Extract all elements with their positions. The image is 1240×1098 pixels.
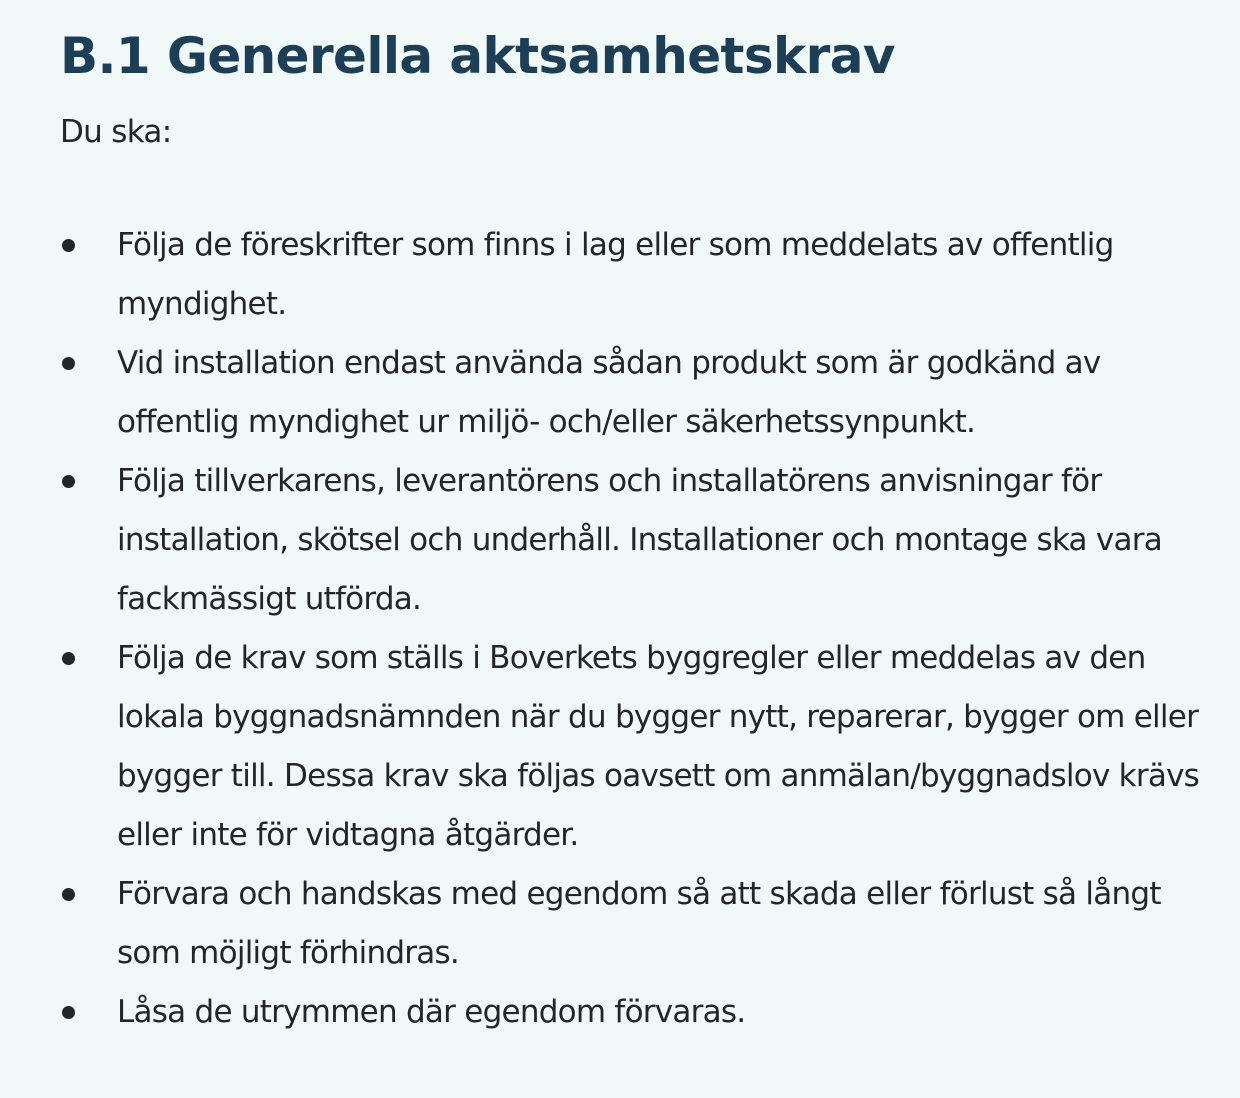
- bullet-icon: [62, 1006, 75, 1019]
- list-item: [60, 334, 1220, 452]
- list-item-text: Följa de föreskrifter som finns i lag eller som meddelats av offentlig myndighet.: [117, 227, 1114, 322]
- bullet-icon: [62, 475, 75, 488]
- list-item: [60, 865, 1220, 983]
- list-item-text: Vid installation endast använda sådan produkt som är godkänd av offentlig myndighet ur miljö- och/eller säkerhetssynpunkt.: [117, 345, 1101, 440]
- bullet-icon: [62, 888, 75, 901]
- section-heading: B.1 Generella aktsamhetskrav: [60, 27, 895, 85]
- bullet-icon: [62, 357, 75, 370]
- bullet-icon: [62, 652, 75, 665]
- list-item-text: Låsa de utrymmen där egendom förvaras.: [117, 994, 746, 1030]
- requirements-list: [60, 216, 1220, 1042]
- list-item: [60, 216, 1220, 334]
- bullet-icon: [62, 239, 75, 252]
- list-item: [60, 452, 1220, 629]
- list-item-text: Förvara och handskas med egendom så att skada eller förlust så långt som möjligt förhindras.: [117, 876, 1161, 971]
- list-item: [60, 629, 1220, 865]
- intro-text: Du ska:: [60, 114, 172, 150]
- list-item-text: Följa tillverkarens, leverantörens och installatörens anvisningar för installation, skötsel och underhåll. Installationer och montage ska vara fackmässigt utförda.: [117, 463, 1162, 617]
- list-item-text: Följa de krav som ställs i Boverkets byggregler eller meddelas av den lokala byggnadsnämnden när du bygger nytt, reparerar, bygger om eller bygger till. Dessa krav ska följas oavsett om anmälan/byggnadslov krävs eller inte för vidtagna åtgärder.: [117, 640, 1200, 853]
- list-item: [60, 983, 1220, 1042]
